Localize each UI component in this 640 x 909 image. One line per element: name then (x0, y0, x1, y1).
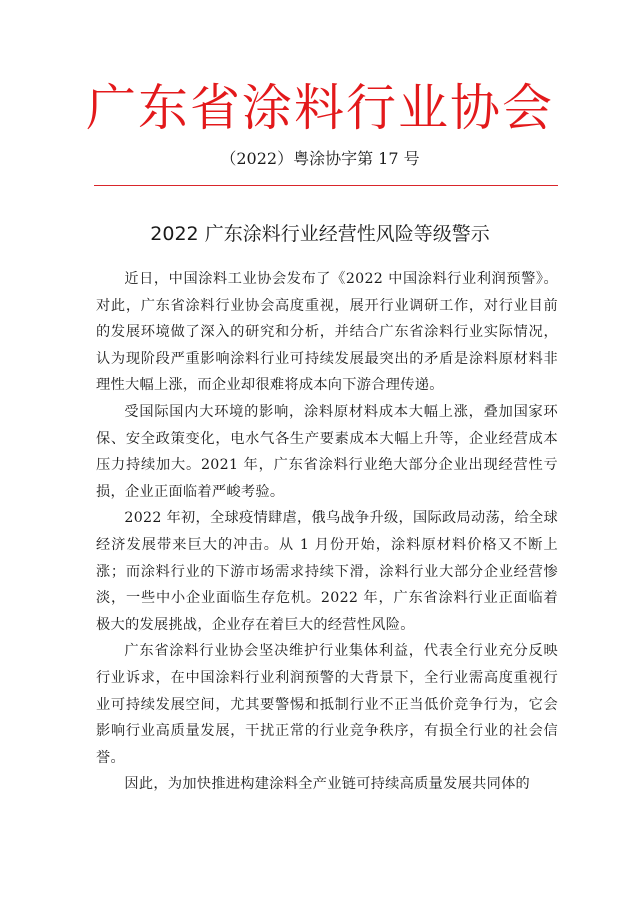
paragraph: 近日，中国涂料工业协会发布了《2022 中国涂料行业利润预警》。对此，广东省涂料行业协会高度重视，展开行业调研工作，对行业目前的发展环境做了深入的研究和分析，并结合广东省涂料行业实际情况，认为现阶段严重影响涂料行业可持续发展最突出的矛盾是涂料原材料非理性大幅上涨，而企业却很难将成本向下游合理传递。 (96, 271, 558, 394)
document-body (96, 266, 558, 798)
paragraph: 广东省涂料行业协会坚决维护行业集体利益，代表全行业充分反映行业诉求，在中国涂料行业利润预警的大背景下，全行业需高度重视行业可持续发展空间，尤其要警惕和抵制行业不正当低价竞争行为，它会影响行业高质量发展，干扰正常的行业竞争秩序，有损全行业的社会信誉。 (96, 643, 558, 766)
document-number: （2022）粤涂协字第 17 号 (220, 149, 420, 168)
organization-title: 广东省涂料行业协会 (86, 79, 554, 137)
paragraph: 2022 年初，全球疫情肆虐，俄乌战争升级，国际政局动荡，给全球经济发展带来巨大的冲击。从 1 月份开始，涂料原材料价格又不断上涨；而涂料行业的下游市场需求持续下滑，涂料行业大部分企业经营惨淡，一些中小企业面临生存危机。2022 年，广东省涂料行业正面临着极大的发展挑战，企业存在着巨大的经营性风险。 (96, 510, 558, 633)
paragraph: 受国际国内大环境的影响，涂料原材料成本大幅上涨，叠加国家环保、安全政策变化，电水气各生产要素成本大幅上升等，企业经营成本压力持续加大。2021 年，广东省涂料行业绝大部分企业出现经营性亏损，企业正面临着严峻考验。 (96, 403, 558, 500)
header-divider (94, 185, 558, 186)
document-title: 2022 广东涂料行业经营性风险等级警示 (150, 223, 490, 245)
paragraph: 因此，为加快推进构建涂料全产业链可持续高质量发展共同体的 (124, 776, 531, 793)
